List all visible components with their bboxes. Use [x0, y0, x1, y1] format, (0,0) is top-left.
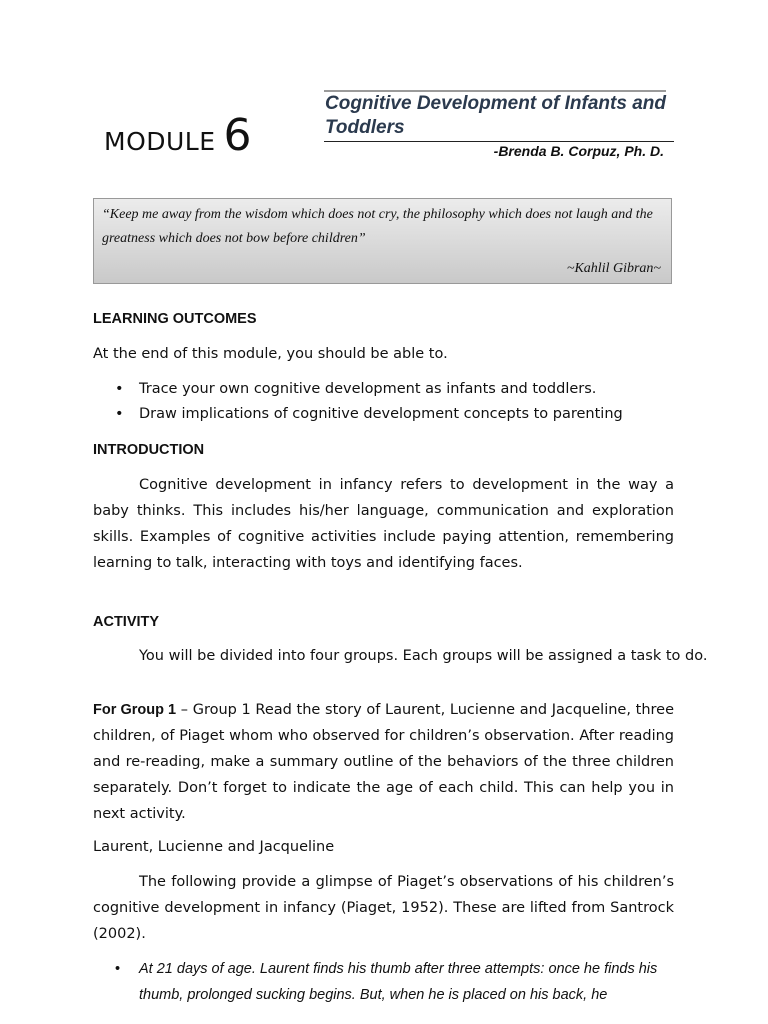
author: -Brenda B. Corpuz, Ph. D.	[493, 143, 664, 159]
observations-list	[93, 956, 674, 1008]
learning-outcomes-intro: At the end of this module, you should be able to.	[93, 346, 448, 362]
quote-box	[93, 198, 672, 284]
story-intro: The following provide a glimpse of Piaget’s observations of his children’s cognitive development in infancy (Piaget, 1952). These are lifted from Santrock (2002).	[93, 874, 674, 942]
group1-text: – Group 1 Read the story of Laurent, Lucienne and Jacqueline, three children, of Piaget whom who observed for children’s observation. After reading and re-reading, make a summary outline of the behaviors of the three children separately. Don’t forget to indicate the age of each child. This can help you in next activity.	[93, 702, 674, 822]
module-title: Cognitive Development of Infants and Toddlers	[325, 93, 666, 138]
bullet-icon: •	[115, 406, 124, 422]
group1-paragraph	[93, 697, 674, 827]
list-item: • At 21 days of age. Laurent finds his thumb after three attempts: once he finds his thumb, prolonged sucking begins. But, when he is placed on his back, he	[93, 956, 674, 1008]
story-title: Laurent, Lucienne and Jacqueline	[93, 839, 335, 855]
list-item: • Draw implications of cognitive development concepts to parenting	[93, 402, 693, 427]
introduction-heading: INTRODUCTION	[93, 442, 205, 458]
module-number: 6	[223, 110, 253, 161]
activity-heading: ACTIVITY	[93, 614, 160, 630]
activity-text: You will be divided into four groups. Each groups will be assigned a task to do.	[139, 648, 708, 664]
module-label	[104, 110, 252, 161]
introduction-text: Cognitive development in infancy refers to development in the way a baby thinks. This includes his/her language, communication and exploration skills. Examples of cognitive activities include paying attention, remembering learning to talk, interacting with toys and identifying faces.	[93, 477, 674, 571]
module-word: MODULE	[104, 127, 216, 156]
group1-label: For Group 1	[93, 702, 177, 718]
quote-text: “Keep me away from the wisdom which does not cry, the philosophy which does not laugh and the greatness which does not bow before children”	[102, 207, 653, 246]
list-item: • Trace your own cognitive development as infants and toddlers.	[93, 377, 693, 402]
learning-outcomes-list	[93, 377, 693, 427]
bullet-icon: •	[115, 961, 121, 977]
title-bottom-rule	[324, 141, 674, 142]
quote-attribution: ~Kahlil Gibran~	[566, 261, 661, 276]
learning-outcomes-heading: LEARNING OUTCOMES	[93, 311, 257, 327]
bullet-icon: •	[115, 381, 124, 397]
